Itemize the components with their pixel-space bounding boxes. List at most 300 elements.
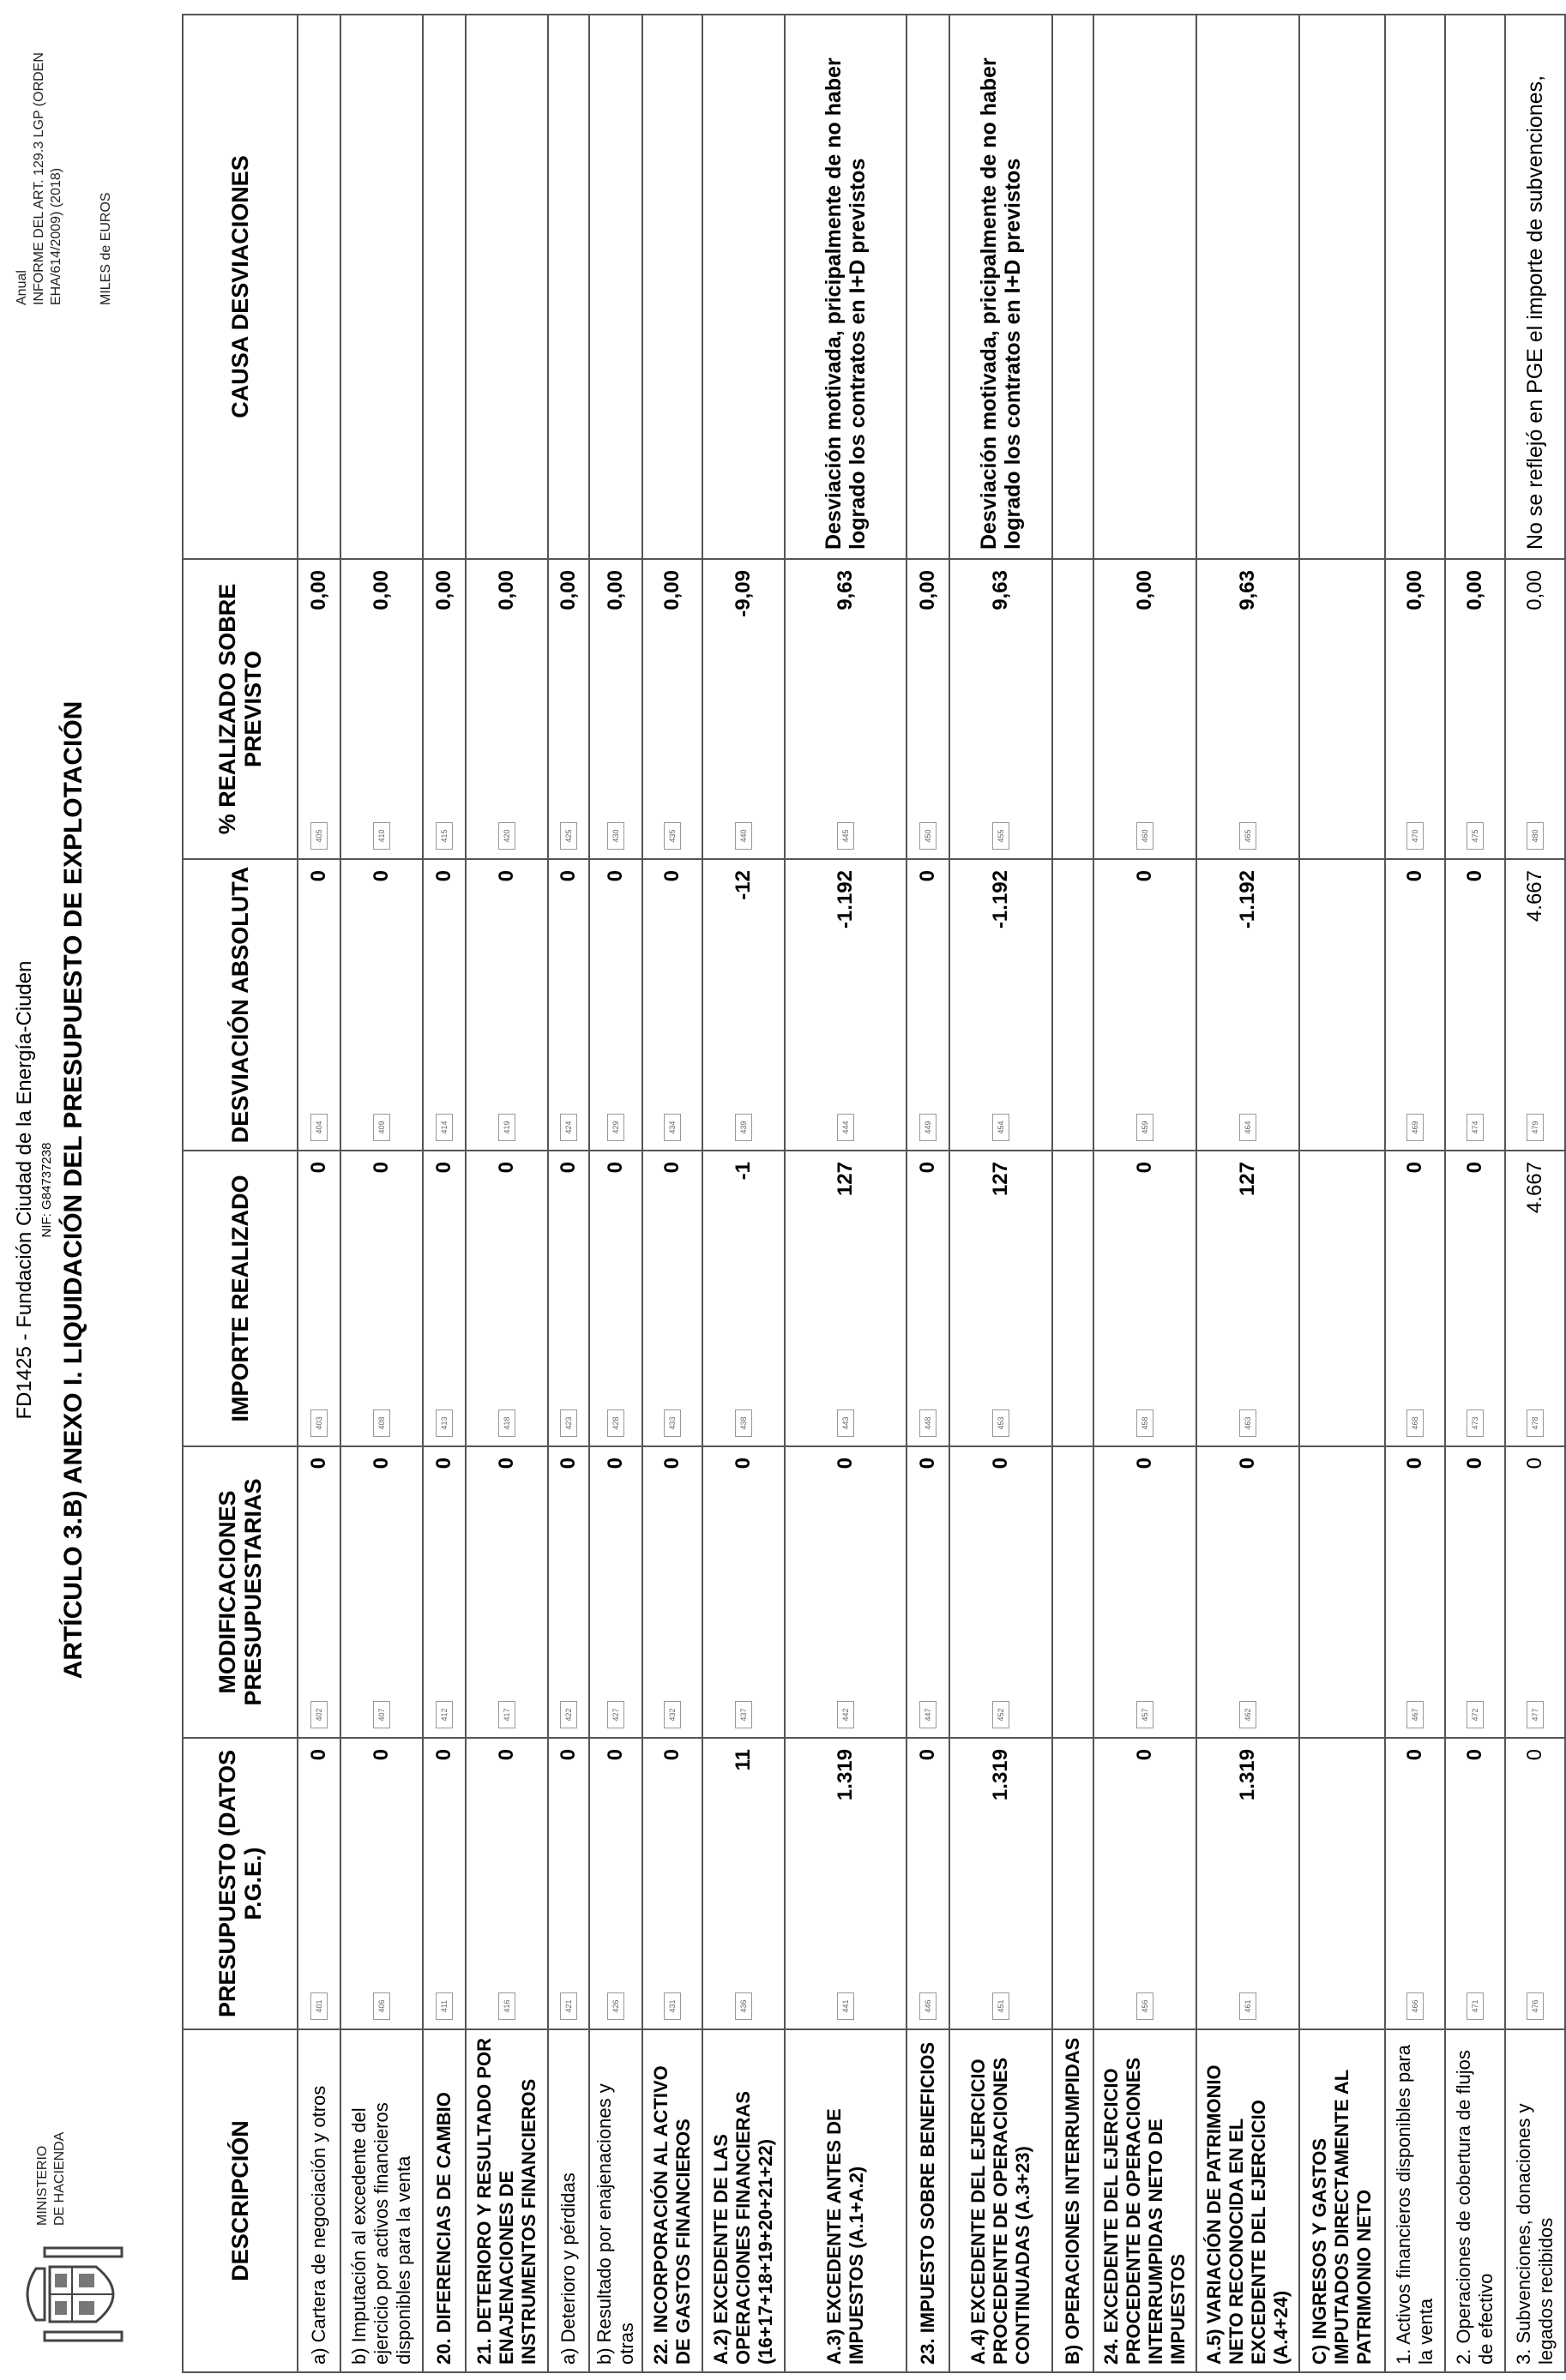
cell-value: 0 — [732, 1457, 755, 1469]
cell-value: 0 — [1133, 1749, 1156, 1761]
cell-value: 127 — [989, 1162, 1012, 1197]
field-code-box: 426 — [607, 1992, 624, 2020]
cell-value: 127 — [834, 1162, 857, 1197]
table-row — [589, 15, 642, 2372]
value-cell — [589, 1738, 642, 2029]
cell-value: 0 — [1403, 1162, 1426, 1174]
value-cell — [949, 1446, 1052, 1738]
field-code-box: 478 — [1527, 1409, 1544, 1437]
empty-cell — [1299, 15, 1385, 559]
deviation-cause — [589, 15, 642, 559]
value-cell — [423, 559, 466, 859]
field-code-box: 456 — [1136, 1992, 1153, 2020]
cell-value: 0,00 — [370, 570, 393, 610]
cell-value: 0,00 — [432, 570, 455, 610]
cell-value: 0 — [660, 1162, 684, 1174]
deviation-cause — [423, 15, 466, 559]
cell-value: 0 — [495, 1457, 518, 1469]
cell-value: 0 — [307, 1749, 330, 1761]
field-code-box: 406 — [373, 1992, 390, 2020]
value-cell — [589, 859, 642, 1151]
field-code-box: 434 — [664, 1114, 681, 1141]
field-code-box: 449 — [919, 1114, 937, 1141]
cell-value: 0 — [1523, 1457, 1546, 1469]
field-code-box: 403 — [310, 1409, 328, 1437]
empty-cell — [1299, 1151, 1385, 1446]
table-row — [1299, 15, 1385, 2372]
cell-value: 0 — [1463, 1457, 1486, 1469]
cell-value: 0 — [1403, 870, 1426, 882]
cell-value: 1.319 — [1236, 1749, 1259, 1801]
cell-value: 0 — [916, 1162, 939, 1174]
value-cell — [642, 1151, 702, 1446]
value-cell — [1385, 859, 1445, 1151]
field-code-box: 436 — [735, 1992, 752, 2020]
value-cell — [589, 1151, 642, 1446]
field-code-box: 440 — [735, 822, 752, 850]
cell-value: 9,63 — [989, 570, 1012, 610]
table-row — [785, 15, 906, 2372]
cell-value: 0 — [1523, 1749, 1546, 1761]
table-row — [298, 15, 340, 2372]
cell-value: 0 — [989, 1457, 1012, 1469]
row-description: 3. Subvenciones, donaciones y legados recibidos — [1505, 2029, 1565, 2372]
cell-value: 0 — [557, 1457, 580, 1469]
entity-nif: NIF: G84737238 — [39, 1142, 54, 1238]
field-code-box: 452 — [992, 1701, 1009, 1728]
field-code-box: 463 — [1239, 1409, 1256, 1437]
field-code-box: 462 — [1239, 1701, 1256, 1728]
row-description: a) Cartera de negociación y otros — [298, 2029, 340, 2372]
row-description: A.2) EXCEDENTE DE LAS OPERACIONES FINANCIERAS (16+17+18+19+20+21+22) — [702, 2029, 785, 2372]
field-code-box: 446 — [919, 1992, 937, 2020]
cell-value: -12 — [732, 870, 755, 900]
deviation-cause — [466, 15, 548, 559]
deviation-cause — [340, 15, 423, 559]
ministry-name: MINISTERIO DE HACIENDA — [35, 2131, 67, 2226]
value-cell — [949, 559, 1052, 859]
value-cell — [1196, 859, 1299, 1151]
cell-value: 0 — [557, 870, 580, 882]
cell-value: 0 — [1463, 1749, 1486, 1761]
value-cell — [785, 559, 906, 859]
table-row — [1196, 15, 1299, 2372]
value-cell — [340, 559, 423, 859]
value-cell — [906, 1151, 949, 1446]
value-cell — [298, 859, 340, 1151]
col-header-modifications: MODIFICACIONES PRESUPUESTARIAS — [183, 1446, 298, 1738]
cell-value: 0 — [604, 1457, 627, 1469]
report-header — [0, 0, 180, 2380]
cell-value: 0 — [495, 870, 518, 882]
field-code-box: 402 — [310, 1701, 328, 1728]
table-row — [466, 15, 548, 2372]
cell-value: 1.319 — [834, 1749, 857, 1801]
field-code-box: 480 — [1527, 822, 1544, 850]
field-code-box: 416 — [498, 1992, 515, 2020]
col-header-pct-realized: % REALIZADO SOBRE PREVISTO — [183, 559, 298, 859]
value-cell — [298, 1151, 340, 1446]
field-code-box: 466 — [1406, 1992, 1424, 2020]
table-header-row — [183, 15, 298, 2372]
entity-title: FD1425 - Fundación Ciudad de la Energía-Ciuden — [13, 960, 36, 1420]
field-code-box: 420 — [498, 822, 515, 850]
cell-value: -1 — [732, 1162, 755, 1181]
deviation-cause — [1093, 15, 1196, 559]
value-cell — [1196, 1738, 1299, 2029]
cell-value: 4.667 — [1523, 870, 1546, 923]
value-cell — [1505, 1446, 1565, 1738]
value-cell — [1445, 1151, 1505, 1446]
cell-value: 11 — [732, 1749, 755, 1771]
field-code-box: 442 — [837, 1701, 854, 1728]
cell-value: 0,00 — [1133, 570, 1156, 610]
value-cell — [1093, 1738, 1196, 2029]
cell-value: 0,00 — [1523, 570, 1546, 610]
field-code-box: 448 — [919, 1409, 937, 1437]
cell-value: 0 — [604, 870, 627, 882]
field-code-box: 428 — [607, 1409, 624, 1437]
value-cell — [1385, 1738, 1445, 2029]
cell-value: 0 — [307, 1162, 330, 1174]
value-cell — [949, 1738, 1052, 2029]
cell-value: 0 — [370, 870, 393, 882]
cell-value: 0 — [1236, 1457, 1259, 1469]
value-cell — [1445, 1738, 1505, 2029]
cell-value: 0 — [1133, 870, 1156, 882]
value-cell — [1505, 1738, 1565, 2029]
cell-value: 0 — [660, 1749, 684, 1761]
table-row — [1093, 15, 1196, 2372]
row-description: a) Deterioro y pérdidas — [548, 2029, 589, 2372]
field-code-box: 431 — [664, 1992, 681, 2020]
value-cell — [1093, 1446, 1196, 1738]
cell-value: -9,09 — [732, 570, 755, 617]
field-code-box: 414 — [436, 1114, 453, 1141]
field-code-box: 470 — [1406, 822, 1424, 850]
field-code-box: 413 — [436, 1409, 453, 1437]
value-cell — [1445, 859, 1505, 1151]
title-block — [12, 0, 91, 2380]
cell-value: 9,63 — [834, 570, 857, 610]
field-code-box: 409 — [373, 1114, 390, 1141]
row-description: 1. Activos financieros disponibles para la venta — [1385, 2029, 1445, 2372]
cell-value: 0 — [432, 1457, 455, 1469]
field-code-box: 444 — [837, 1114, 854, 1141]
field-code-box: 439 — [735, 1114, 752, 1141]
cell-value: 0 — [916, 1749, 939, 1761]
field-code-box: 429 — [607, 1114, 624, 1141]
cell-value: 127 — [1236, 1162, 1259, 1197]
table-row — [423, 15, 466, 2372]
table-row — [1505, 15, 1565, 2372]
value-cell — [949, 859, 1052, 1151]
report-period: Anual — [15, 270, 29, 305]
value-cell — [548, 1151, 589, 1446]
cell-value: 0,00 — [307, 570, 330, 610]
value-cell — [785, 1738, 906, 2029]
value-cell — [906, 859, 949, 1151]
field-code-box: 458 — [1136, 1409, 1153, 1437]
cell-value: 0 — [660, 1457, 684, 1469]
field-code-box: 425 — [560, 822, 577, 850]
row-description: b) Resultado por enajenaciones y otras — [589, 2029, 642, 2372]
field-code-box: 461 — [1239, 1992, 1256, 2020]
col-header-abs-deviation: DESVIACIÓN ABSOLUTA — [183, 859, 298, 1151]
field-code-box: 441 — [837, 1992, 854, 2020]
empty-cell — [1299, 1446, 1385, 1738]
cell-value: 9,63 — [1236, 570, 1259, 610]
row-description: B) OPERACIONES INTERRUMPIDAS — [1052, 2029, 1093, 2372]
cell-value: 4.667 — [1523, 1162, 1546, 1214]
field-code-box: 472 — [1467, 1701, 1484, 1728]
empty-cell — [1052, 859, 1093, 1151]
field-code-box: 454 — [992, 1114, 1009, 1141]
cell-value: 0 — [432, 1162, 455, 1174]
value-cell — [423, 1151, 466, 1446]
cell-value: 0,00 — [1403, 570, 1426, 610]
field-code-box: 422 — [560, 1701, 577, 1728]
field-code-box: 474 — [1467, 1114, 1484, 1141]
cell-value: 0 — [495, 1162, 518, 1174]
value-cell — [702, 1738, 785, 2029]
value-cell — [340, 1446, 423, 1738]
cell-value: -1.192 — [989, 870, 1012, 929]
cell-value: 0 — [1403, 1749, 1426, 1761]
table-row — [949, 15, 1052, 2372]
cell-value: 0 — [660, 870, 684, 882]
cell-value: 0 — [495, 1749, 518, 1761]
cell-value: 1.319 — [989, 1749, 1012, 1801]
field-code-box: 467 — [1406, 1701, 1424, 1728]
field-code-box: 421 — [560, 1992, 577, 2020]
value-cell — [1385, 1151, 1445, 1446]
value-cell — [642, 859, 702, 1151]
value-cell — [340, 1151, 423, 1446]
field-code-box: 427 — [607, 1701, 624, 1728]
value-cell — [702, 1151, 785, 1446]
value-cell — [1505, 1151, 1565, 1446]
value-cell — [949, 1151, 1052, 1446]
value-cell — [785, 1151, 906, 1446]
cell-value: -1.192 — [1236, 870, 1259, 929]
field-code-box: 459 — [1136, 1114, 1153, 1141]
field-code-box: 401 — [310, 1992, 328, 2020]
value-cell — [906, 1738, 949, 2029]
value-cell — [642, 1738, 702, 2029]
deviation-cause — [1445, 15, 1505, 559]
row-description: A.5) VARIACIÓN DE PATRIMONIO NETO RECONOCIDA EN EL EXCEDENTE DEL EJERCICIO (A.4+24) — [1196, 2029, 1299, 2372]
field-code-box: 465 — [1239, 822, 1256, 850]
report-reference: INFORME DEL ART. 129.3 LGP (ORDEN EHA/614/2009) (2018) — [32, 52, 63, 305]
deviation-cause — [548, 15, 589, 559]
row-description: C) INGRESOS Y GASTOS IMPUTADOS DIRECTAMENTE AL PATRIMONIO NETO — [1299, 2029, 1385, 2372]
cell-value: 0 — [604, 1749, 627, 1761]
field-code-box: 455 — [992, 822, 1009, 850]
field-code-box: 411 — [436, 1992, 453, 2020]
empty-cell — [1052, 1738, 1093, 2029]
value-cell — [906, 559, 949, 859]
cell-value: 0 — [916, 870, 939, 882]
cell-value: 0 — [307, 870, 330, 882]
report-units: MILES de EUROS — [99, 192, 113, 305]
cell-value: 0 — [1463, 870, 1486, 882]
cell-value: 0 — [370, 1749, 393, 1761]
deviation-cause — [702, 15, 785, 559]
col-header-cause: CAUSA DESVIACIONES — [183, 15, 298, 559]
cell-value: 0,00 — [916, 570, 939, 610]
value-cell — [1505, 859, 1565, 1151]
value-cell — [1093, 559, 1196, 859]
value-cell — [1505, 559, 1565, 859]
deviation-cause: Desviación motivada, pricipalmente de no haber logrado los contratos en I+D previstos — [785, 15, 906, 559]
value-cell — [466, 1446, 548, 1738]
field-code-box: 419 — [498, 1114, 515, 1141]
field-code-box: 464 — [1239, 1114, 1256, 1141]
empty-cell — [1299, 1738, 1385, 2029]
field-code-box: 438 — [735, 1409, 752, 1437]
field-code-box: 460 — [1136, 822, 1153, 850]
cell-value: 0 — [370, 1162, 393, 1174]
deviation-cause — [1385, 15, 1445, 559]
cell-value: 0 — [1463, 1162, 1486, 1174]
col-header-description: DESCRIPCIÓN — [183, 2029, 298, 2372]
value-cell — [298, 559, 340, 859]
cell-value: 0,00 — [660, 570, 684, 610]
empty-cell — [1299, 859, 1385, 1151]
col-header-realized: IMPORTE REALIZADO — [183, 1151, 298, 1446]
value-cell — [1196, 1151, 1299, 1446]
field-code-box: 410 — [373, 822, 390, 850]
field-code-box: 412 — [436, 1701, 453, 1728]
cell-value: -1.192 — [834, 870, 857, 929]
row-description: 24. EXCEDENTE DEL EJERCICIO PROCEDENTE DE OPERACIONES INTERRUMPIDAS NETO DE IMPUESTOS — [1093, 2029, 1196, 2372]
value-cell — [1196, 1446, 1299, 1738]
value-cell — [466, 859, 548, 1151]
field-code-box: 475 — [1467, 822, 1484, 850]
table-row — [340, 15, 423, 2372]
cell-value: 0 — [557, 1162, 580, 1174]
field-code-box: 443 — [837, 1409, 854, 1437]
field-code-box: 447 — [919, 1701, 937, 1728]
empty-cell — [1052, 559, 1093, 859]
field-code-box: 435 — [664, 822, 681, 850]
deviation-cause: No se reflejó en PGE el importe de subvenciones, — [1505, 15, 1565, 559]
table-row — [548, 15, 589, 2372]
field-code-box: 451 — [992, 1992, 1009, 2020]
row-description: 22. INCORPORACIÓN AL ACTIVO DE GASTOS FINANCIEROS — [642, 2029, 702, 2372]
cell-value: 0 — [307, 1457, 330, 1469]
field-code-box: 453 — [992, 1409, 1009, 1437]
value-cell — [466, 1151, 548, 1446]
value-cell — [340, 1738, 423, 2029]
field-code-box: 432 — [664, 1701, 681, 1728]
cell-value: 0,00 — [495, 570, 518, 610]
cell-value: 0 — [834, 1457, 857, 1469]
field-code-box: 468 — [1406, 1409, 1424, 1437]
report-subtitle: ARTÍCULO 3.B) ANEXO I. LIQUIDACIÓN DEL PRESUPUESTO DE EXPLOTACIÓN — [59, 700, 87, 1680]
cell-value: 0,00 — [557, 570, 580, 610]
value-cell — [466, 1738, 548, 2029]
deviation-cause — [906, 15, 949, 559]
field-code-box: 445 — [837, 822, 854, 850]
field-code-box: 405 — [310, 822, 328, 850]
value-cell — [1445, 559, 1505, 859]
row-description: 23. IMPUESTO SOBRE BENEFICIOS — [906, 2029, 949, 2372]
col-header-budget: PRESUPUESTO (DATOS P.G.E.) — [183, 1738, 298, 2029]
value-cell — [1445, 1446, 1505, 1738]
row-description: 21. DETERIORO Y RESULTADO POR ENAJENACIONES DE INSTRUMENTOS FINANCIEROS — [466, 2029, 548, 2372]
value-cell — [702, 559, 785, 859]
table-row — [1385, 15, 1445, 2372]
field-code-box: 476 — [1527, 1992, 1544, 2020]
empty-cell — [1052, 1151, 1093, 1446]
row-description: A.4) EXCEDENTE DEL EJERCICIO PROCEDENTE DE OPERACIONES CONTINUADAS (A.3+23) — [949, 2029, 1052, 2372]
field-code-box: 479 — [1527, 1114, 1544, 1141]
cell-value: 0 — [432, 1749, 455, 1761]
field-code-box: 433 — [664, 1409, 681, 1437]
field-code-box: 469 — [1406, 1114, 1424, 1141]
value-cell — [423, 1738, 466, 2029]
field-code-box: 457 — [1136, 1701, 1153, 1728]
value-cell — [548, 859, 589, 1151]
value-cell — [589, 1446, 642, 1738]
cell-value: 0 — [432, 870, 455, 882]
value-cell — [1385, 1446, 1445, 1738]
value-cell — [548, 1738, 589, 2029]
value-cell — [906, 1446, 949, 1738]
value-cell — [298, 1738, 340, 2029]
table-row — [702, 15, 785, 2372]
value-cell — [1093, 1151, 1196, 1446]
value-cell — [702, 859, 785, 1151]
value-cell — [642, 559, 702, 859]
value-cell — [642, 1446, 702, 1738]
field-code-box: 450 — [919, 822, 937, 850]
value-cell — [548, 559, 589, 859]
value-cell — [785, 859, 906, 1151]
field-code-box: 477 — [1527, 1701, 1544, 1728]
field-code-box: 424 — [560, 1114, 577, 1141]
value-cell — [340, 859, 423, 1151]
deviation-cause — [298, 15, 340, 559]
value-cell — [548, 1446, 589, 1738]
deviation-cause — [642, 15, 702, 559]
table-row — [1052, 15, 1093, 2372]
field-code-box: 417 — [498, 1701, 515, 1728]
row-description: 20. DIFERENCIAS DE CAMBIO — [423, 2029, 466, 2372]
empty-cell — [1299, 559, 1385, 859]
cell-value: 0 — [1403, 1457, 1426, 1469]
field-code-box: 404 — [310, 1114, 328, 1141]
field-code-box: 423 — [560, 1409, 577, 1437]
field-code-box: 471 — [1467, 1992, 1484, 2020]
field-code-box: 437 — [735, 1701, 752, 1728]
value-cell — [423, 1446, 466, 1738]
deviation-cause — [1196, 15, 1299, 559]
table-row — [906, 15, 949, 2372]
deviation-cause: Desviación motivada, pricipalmente de no haber logrado los contratos en I+D previstos — [949, 15, 1052, 559]
table-row — [1445, 15, 1505, 2372]
field-code-box: 418 — [498, 1409, 515, 1437]
cell-value: 0,00 — [604, 570, 627, 610]
field-code-box: 415 — [436, 822, 453, 850]
cell-value: 0 — [604, 1162, 627, 1174]
cell-value: 0 — [1133, 1457, 1156, 1469]
budget-liquidation-table — [182, 14, 1566, 2373]
empty-cell — [1052, 15, 1093, 559]
cell-value: 0,00 — [1463, 570, 1486, 610]
